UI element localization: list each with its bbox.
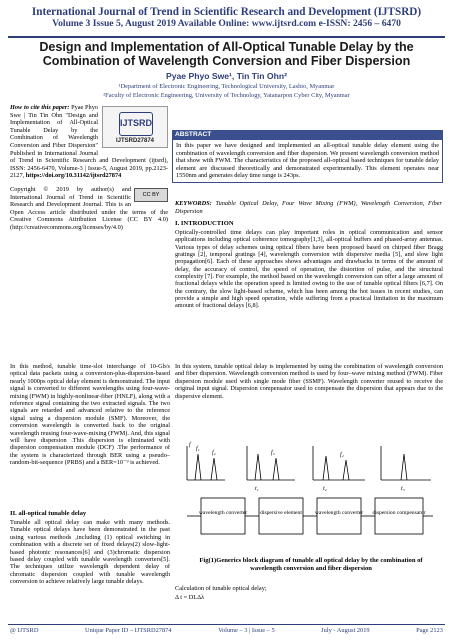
box3-label: wavelength converter: [314, 510, 364, 516]
cc-license-badge[interactable]: CC BY: [134, 188, 168, 202]
citation-lead: How to cite this paper:: [10, 104, 70, 111]
copyright-text: Copyright © 2019 by author(s) and International Journal of Trend in Scientific Research and Development Journal. This is an Open Access article distributed under the terms of the Creative Commons Attribution License (CC BY 4.0) (http://creativecommons.org/licenses/by/4.0): [10, 185, 168, 231]
label-f2: f₂: [212, 450, 216, 456]
section-2-heading: II. all-optical tunable delay: [10, 510, 87, 517]
citation-block: [10, 104, 168, 180]
box1-label: wavelength converter: [198, 510, 248, 516]
label-f: f: [189, 442, 191, 448]
box-dispersion-compensator: [375, 498, 423, 534]
label-f3: f₃: [271, 450, 275, 456]
pulse-shape: [195, 454, 201, 480]
pulse-shape: [255, 454, 261, 480]
journal-name: International Journal of Trend in Scientific Research and Development (IJTSRD): [31, 6, 422, 18]
box-dispersive-element: [259, 498, 303, 534]
section-1-text: Optically-controlled time delays can play important roles in optical communication and sensor applications including optical coherence tomography[1,3], all-optical buffers and phased-array antennas. Various types of delay schemes using optical fibers have been proposed based on chirped fiber Bragg gratings [2], temporal gratings [4], wavelength conversion with dispersive media [5], and slow light propagation[6]. Each of these approaches shows advantages and drawbacks in terms of the amount of delay, the accuracy of control, the speed of operation, the distortion of pulse, and the structural complexity [7]. For example, the method based on the wavelength conversion can offer a large amount of fractional delays while the operation speed is limited owing to the use of tunable optical filters [6,7]. On the contrary, the slow light-based scheme, which has been among the hot issues in recent studies, can provide a simple and high speed operation, while suffering from a practical limitation in the maximum amount of fractional delays [6,8].: [175, 229, 443, 310]
label-f4: f₄: [340, 452, 344, 458]
section-1-heading: I. INTRODUCTION: [175, 220, 234, 227]
header-divider: [8, 36, 445, 38]
pulse-shape: [323, 456, 329, 480]
keywords-text: Tunable Optical Delay, Four Wave Mixing (FWM), Wavelength Conversion, Fiber Dispersion: [175, 200, 442, 215]
label-t2: t₂: [323, 486, 327, 492]
journal-logo: [102, 106, 168, 148]
abstract-text: In this paper we have designed and implemented an all-optical tunable delay element using the combination of wavelength conversion and fiber dispersion. We present wavelength conversion method that show with FWM. The characteristics of the proposed all-optical based techniques for tunable delay element are discussed theoretically and demonstrated experimentally. This element operates near 1550nm and generates delay time range is 243ps.: [172, 139, 443, 183]
section-2-text: Tunable all optical delay can make with many methods. Tunable optical delays have been demonstrated in the past using various methods ,including (1) optical switching in combination with a discrete set of fixed delays(2) slow-light-based photonic resonances[6] and (3)chromatic dispersion based delay coupled with tunable wavelength converters[5]. The techniques utilize wavelength dependent delay of chromatic dispersion coupled with tunable wavelength conversion to achieve relatively large tunable delays.: [10, 519, 170, 586]
label-t1: t₁: [255, 486, 259, 492]
abstract-heading: ABSTRACT: [172, 130, 443, 139]
footer-divider: [8, 624, 445, 625]
delay-formula: Δ t = DLΔλ: [175, 594, 205, 601]
box4-label: dispersion compensator: [372, 510, 426, 516]
footer-volume: Volume – 3 | Issue – 5: [218, 627, 275, 634]
copyright-block: [10, 186, 168, 232]
left-column-text: In this method, tunable time-slot interchange of 10-Gb/s optical data packets using a conversion-plus-dispersion-based nearly 1000ps optical delay element is demonstrated. The input signal is converted to different wavelengths using four-wave-mixing (FWM) in highly-nonlinear-fiber (HNLF), along with a reference signal containing the two extracted signals. The two signals are retarded and advanced relative to the reference signal using a dispersion module (SMF). Moreover, the conversion wavelength is converted back to the original wavelength reusing four-wave-mixing (FWM). And, this signal will have dispersion .This dispersion is eliminated with dispersion compensation module (DCF) .The performance of the system is characterized through BER using a pseudo–random-bit-sequence (PRBS) and a BER=10⁻⁹ is achieved.: [10, 363, 170, 467]
affiliation-1: ¹Department of Electronic Engineering, Technological University, Lashio, Myanmar: [118, 83, 335, 90]
right-column-text: In this system, tunable optical delay is implemented by using the combination of wavelength conversion and fiber dispersion. Wavelength conversion method is used by four–wave mixing method (FWM). Fiber dispersion module used with single mode fiber (SSMF). Wavelength converter reused to receive the original input signal. Dispersion compensator used to compensate the dispersion that appears due to the dispersive element.: [175, 363, 443, 400]
figure-caption: Fig(1)Generics block diagram of tunable all optical delay by the combination of wavelength conversion and fiber dispersion: [199, 557, 423, 572]
pulse-shape: [211, 458, 217, 480]
box2-label: dispersive element: [260, 510, 302, 516]
journal-header: [0, 6, 453, 29]
logo-mark: IJTSRD: [119, 112, 153, 136]
footer-date: July - August 2019: [321, 627, 370, 634]
doi-link[interactable]: https://doi.org/10.31142/ijtsrd27874: [25, 172, 122, 180]
page-footer: [10, 627, 443, 634]
volume-line: Volume 3 Issue 5, August 2019 Available Online: www.ijtsrd.com e-ISSN: 2456 – 6470: [52, 18, 401, 29]
pulse-shape: [273, 458, 279, 480]
title-line-1: Design and Implementation of All-Optical Tunable Delay by the: [39, 40, 414, 54]
footer-page: Page 2123: [416, 627, 443, 634]
footer-paper-id: Unique Paper ID – IJTSRD27874: [84, 627, 172, 634]
calc-intro: Calculation of tunable optical delay;: [175, 585, 267, 592]
block-diagram: [185, 436, 435, 554]
pulse-shape: [343, 460, 349, 480]
box-wavelength-converter-1: [198, 498, 248, 534]
keywords-label: KEYWORDS:: [175, 200, 212, 207]
author-list: Pyae Phyo Swe¹, Tin Tin Ohn²: [166, 71, 287, 81]
keywords: [175, 200, 442, 215]
logo-paper-id: IJTSRD27874: [115, 138, 155, 144]
title-line-2: Combination of Wavelength Conversion and Fiber Dispersion: [42, 54, 411, 68]
pulse-shape: [401, 454, 407, 480]
affiliation-2: ²Faculty of Electronic Engineering, University of Technology, Yatanarpon Cyber City, Myanmar: [103, 92, 350, 99]
box-wavelength-converter-2: [314, 498, 364, 534]
label-t3: t₃: [401, 486, 405, 492]
paper-title: [10, 40, 443, 68]
citation-text: Pyae Phyo Swe | Tin Tin Ohn "Design and Implementation of All-Optical Tunable Delay by the Combination of Wavelength Conversion and Fiber Dispersion" Published in International Journal of Trend in Scientific Research and Development (ijtsrd), ISSN: 2456-6470, Volume-3 | Issue-5, August 2019, pp.2123-2127,: [10, 104, 168, 180]
footer-handle: @ IJTSRD: [10, 627, 39, 634]
citation-sidebar: [10, 104, 168, 232]
label-f1: f₁: [196, 446, 200, 452]
